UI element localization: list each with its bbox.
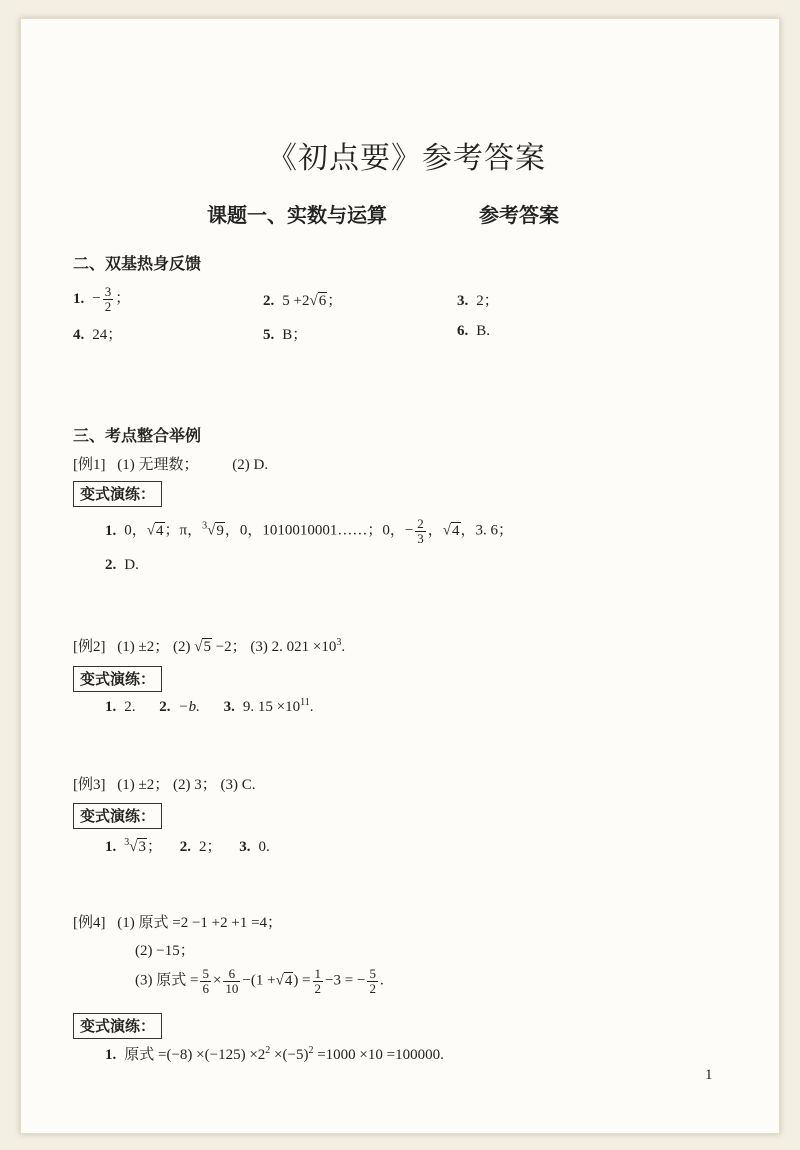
- item-number: 4.: [73, 327, 85, 343]
- document-page: [20, 18, 780, 1134]
- item-number: 2.: [179, 839, 191, 855]
- example-part-1: (1) 无理数；: [117, 457, 199, 473]
- item-text: 24；: [92, 327, 123, 343]
- item-tail: ；: [327, 293, 343, 309]
- lesson-answer-heading: 参考答案: [479, 203, 559, 227]
- answer-item-4: [73, 323, 122, 344]
- example-4-line-1: [73, 911, 282, 932]
- page-number: 1: [705, 1067, 713, 1083]
- radicand: 4: [284, 972, 293, 989]
- exponent: 11: [300, 697, 310, 708]
- example-3: [73, 773, 255, 794]
- text: ，: [427, 522, 443, 539]
- text: (1) ±2； (2) 3； (3) C.: [117, 777, 256, 793]
- fraction: $\frac{2}{3}$: [417, 516, 424, 546]
- exponent: 2: [265, 1045, 271, 1056]
- minus-sign: −: [92, 290, 101, 307]
- variant-practice-label: 变式演练：: [73, 803, 162, 829]
- text: 9. 15 ×10: [242, 699, 301, 715]
- exponent: 2: [308, 1045, 314, 1056]
- item-text: B.: [476, 323, 491, 339]
- item-number: 2.: [105, 557, 117, 573]
- page-title: 《初点要》参考答案: [267, 142, 546, 175]
- text: ，0，1010010001……；0，−: [224, 522, 414, 539]
- text: ，3. 6；: [460, 522, 514, 539]
- text: .: [379, 972, 384, 989]
- item-number: 3.: [457, 293, 469, 309]
- text: ×(−5): [270, 1047, 309, 1063]
- fraction: $\frac{3}{2}$: [104, 284, 112, 314]
- text: (1) 原式 =2 −1 +2 +1 =4；: [117, 915, 283, 931]
- root-index: 3: [124, 837, 130, 848]
- item-number: 1.: [105, 839, 117, 855]
- text: D.: [124, 557, 139, 573]
- example-label: [例3]: [73, 777, 106, 793]
- lesson-title: 课题一、实数与运算: [207, 203, 387, 227]
- variant-practice-label: 变式演练：: [73, 666, 162, 692]
- item-text: 2；: [476, 293, 499, 309]
- text: ×: [212, 972, 222, 989]
- text: 原式 =(−8) ×(−125) ×2: [124, 1047, 266, 1063]
- example-label: [例1]: [73, 457, 106, 473]
- fraction: $\frac{5}{6}$: [202, 966, 209, 996]
- exponent: 3: [336, 637, 342, 648]
- section-heading-3: 三、考点整合举例: [73, 426, 202, 445]
- text: −2； (3) 2. 021 ×10: [211, 639, 337, 655]
- text: −(1 +: [242, 972, 276, 989]
- variant-practice-label: 变式演练：: [73, 481, 162, 507]
- text: −3 = −: [325, 972, 366, 989]
- item-number: 5.: [263, 327, 275, 343]
- example-1: [73, 453, 268, 474]
- text: ；: [146, 839, 162, 855]
- radicand: 6: [318, 293, 327, 309]
- answer-item-5: [263, 323, 307, 344]
- item-number: 1.: [105, 1047, 117, 1063]
- item-number: 2.: [263, 293, 275, 309]
- radicand: 9: [216, 522, 224, 539]
- item-number: 3.: [239, 839, 251, 855]
- text: 2；: [199, 839, 222, 855]
- text: (3) 原式 =: [135, 972, 199, 989]
- variant-answers-ex3: 1. $^3$√3； 2. 2； 3. 0.: [105, 837, 270, 855]
- variant-answer-2: [105, 557, 139, 574]
- answer-item-1: [73, 285, 130, 313]
- item-number: 6.: [457, 323, 469, 339]
- radicand: 3: [138, 839, 146, 855]
- text: ；π，: [164, 522, 203, 539]
- item-tail: ；: [115, 290, 131, 307]
- item-text: B；: [282, 327, 308, 343]
- item-text: 5 +2: [282, 293, 310, 309]
- example-2: [例2] (1) ±2； (2) √5 −2； (3) 2. $021 \times 10^3$.: [73, 637, 346, 655]
- item-number: 3.: [223, 699, 235, 715]
- text: −b.: [178, 699, 200, 715]
- text: .: [309, 699, 314, 715]
- section-heading-2: 二、双基热身反馈: [73, 254, 202, 273]
- example-label: [例4]: [73, 915, 106, 931]
- root-index: 3: [202, 520, 208, 532]
- text: .: [341, 639, 346, 655]
- text: 0.: [258, 839, 270, 855]
- radicand: 4: [452, 522, 460, 539]
- answer-item-6: [457, 323, 490, 340]
- example-label: [例2]: [73, 639, 106, 655]
- text: ) =: [293, 972, 311, 989]
- item-number: 1.: [73, 290, 85, 307]
- variant-answer-1: 1. 0，√4；π，$^3$√9，0，1010010001……；0，− $\frac{2}{3}$ ，√4，3. 6；: [105, 516, 514, 546]
- example-part-2: (2) D.: [232, 457, 269, 473]
- fraction: $\frac{6}{10}$: [225, 966, 239, 996]
- text: =1000 ×10 =100000.: [313, 1047, 444, 1063]
- example-4-line-2: (2) −15；: [135, 943, 195, 959]
- variant-answers-ex2: [105, 697, 313, 716]
- fraction: $\frac{1}{2}$: [314, 966, 322, 996]
- fraction: $\frac{5}{2}$: [369, 966, 376, 996]
- text: (1) ±2； (2): [117, 639, 195, 655]
- variant-practice-label: 变式演练：: [73, 1013, 162, 1039]
- item-number: 2.: [159, 699, 171, 715]
- text: 0，: [124, 522, 147, 539]
- item-number: 1.: [105, 699, 117, 715]
- example-4-line-3: (3) 原式 = $\frac{5}{6}$ × $\frac{6}{10}$ −(1 +√4) = $\frac{1}{2}$ −3 = − $\frac{5}{2}$ .: [135, 966, 384, 996]
- text: 2.: [124, 699, 136, 715]
- variant-answer-ex4: [105, 1043, 444, 1064]
- answer-item-2: 2. 5 +2√6；: [263, 293, 343, 309]
- radicand: 5: [203, 639, 211, 655]
- item-number: 1.: [105, 522, 117, 539]
- radicand: 4: [156, 522, 164, 539]
- answer-item-3: [457, 289, 499, 310]
